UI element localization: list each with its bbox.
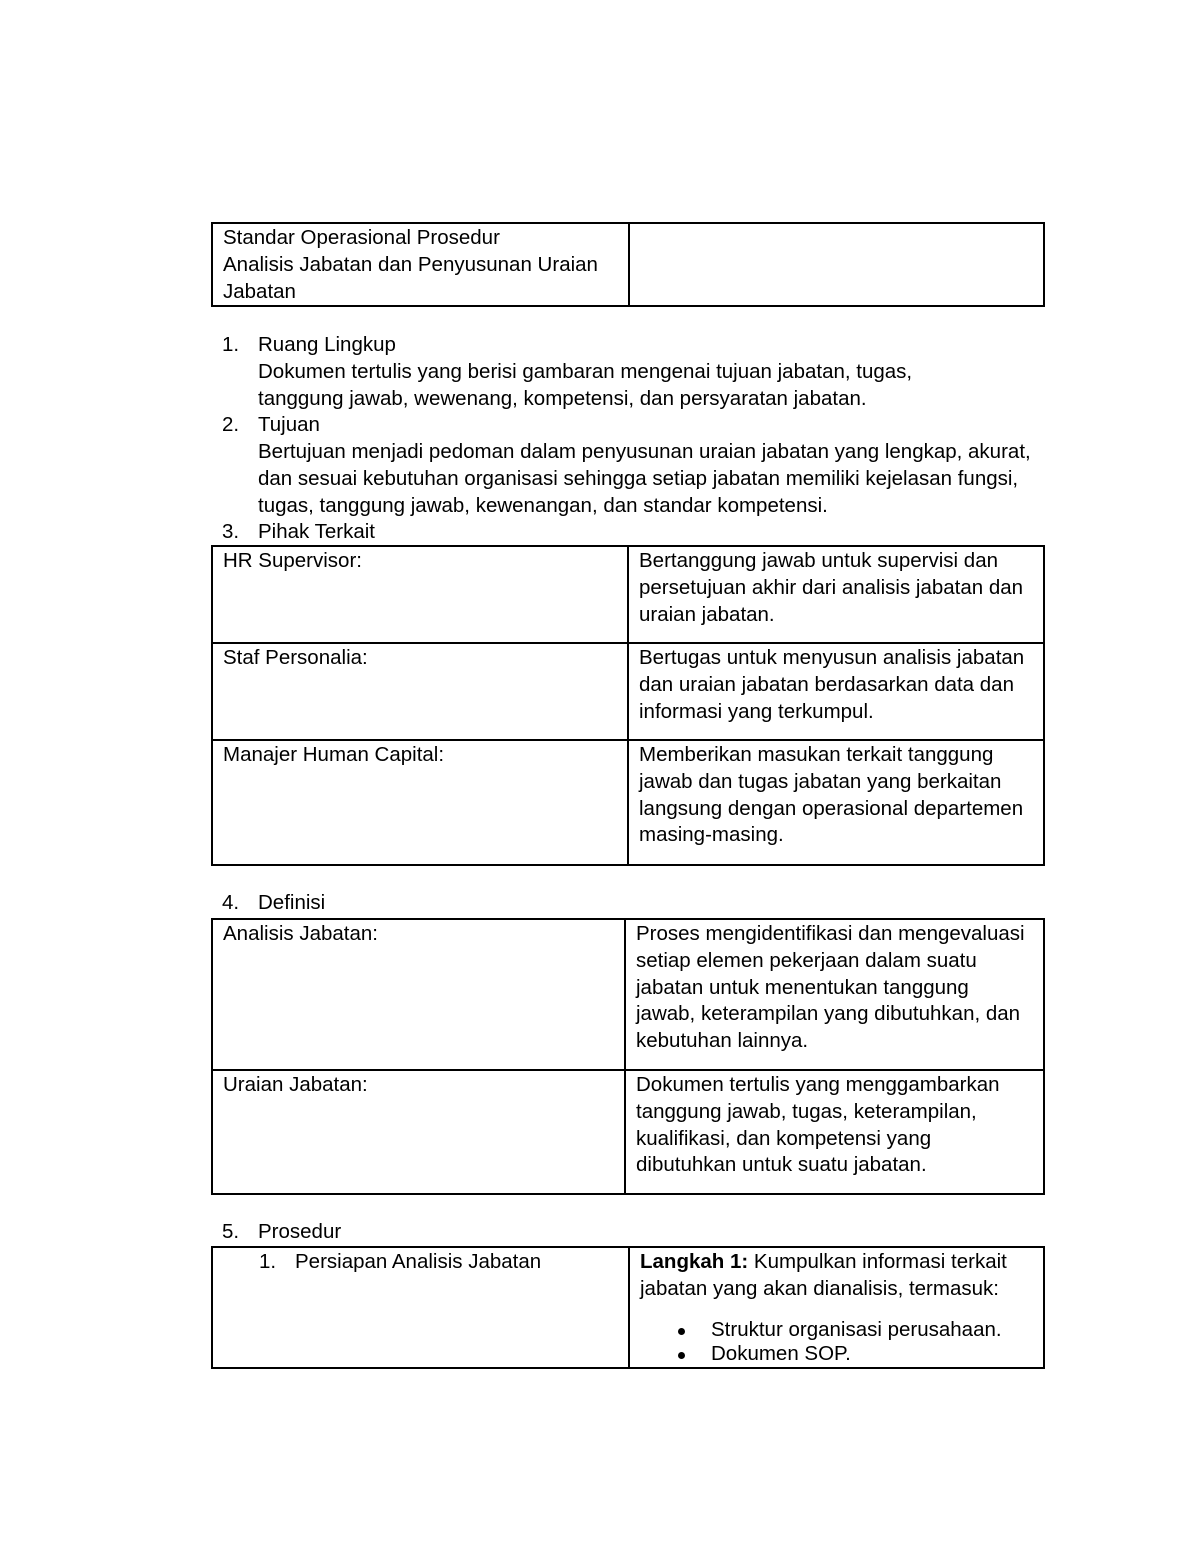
term-desc-cell: Proses mengidentifikasi dan mengevaluasi setiap elemen pekerjaan dalam suatu jabatan untuk menentukan tanggung jawab, keterampilan yang dibutuhkan, dan kebutuhan lainnya. — [625, 919, 1044, 1070]
table-row — [212, 919, 1044, 1070]
table-row — [212, 1070, 1044, 1194]
table-row — [212, 740, 1044, 865]
sop-subtitle: Analisis Jabatan dan Penyusunan Uraian Jabatan — [223, 252, 598, 303]
section-number: 2. — [222, 413, 240, 436]
header-empty-cell — [629, 223, 1044, 306]
pihak-terkait-table — [211, 545, 1045, 866]
role-cell: HR Supervisor: — [212, 546, 628, 643]
section-title: Prosedur — [258, 1220, 342, 1243]
bullet-text: Struktur organisasi perusahaan. — [711, 1317, 1002, 1341]
langkah-label: Langkah 1: — [640, 1250, 749, 1273]
header-title-cell — [212, 223, 629, 306]
step-cell — [212, 1247, 629, 1368]
section-title: Ruang Lingkup — [258, 333, 396, 356]
section-number: 3. — [222, 520, 240, 543]
term-cell: Analisis Jabatan: — [212, 919, 625, 1070]
role-cell: Manajer Human Capital: — [212, 740, 628, 865]
header-table — [211, 222, 1045, 307]
langkah-text — [640, 1249, 1033, 1303]
term-desc-cell: Dokumen tertulis yang menggambarkan tanggung jawab, tugas, keterampilan, kualifikasi, dan kompetensi yang dibutuhkan untuk suatu jabatan. — [625, 1070, 1044, 1194]
term-cell: Uraian Jabatan: — [212, 1070, 625, 1194]
section-number: 4. — [222, 891, 240, 914]
prosedur-table — [211, 1246, 1045, 1369]
bullet-icon — [678, 1328, 685, 1335]
section-title: Pihak Terkait — [258, 520, 375, 543]
section-title: Tujuan — [258, 413, 320, 436]
step-number: 1. — [259, 1250, 277, 1273]
list-item — [640, 1342, 1033, 1366]
list-item — [640, 1318, 1033, 1342]
langkah-description: Kumpulkan informasi terkait jabatan yang akan dianalisis, termasuk: — [640, 1250, 1007, 1300]
role-cell: Staf Personalia: — [212, 643, 628, 740]
section-title: Definisi — [258, 891, 326, 914]
bullet-text: Dokumen SOP. — [711, 1341, 851, 1365]
section-2-text: Bertujuan menjadi pedoman dalam penyusunan uraian jabatan yang lengkap, akurat, dan sesuai kebutuhan organisasi sehingga setiap jabatan memiliki kejelasan fungsi, tugas, tanggung jawab, kewenangan, dan standar kompetensi. — [258, 440, 1031, 517]
section-number: 1. — [222, 333, 240, 356]
table-row — [212, 546, 1044, 643]
definisi-table — [211, 918, 1045, 1195]
bullet-list — [640, 1318, 1033, 1366]
table-row — [212, 643, 1044, 740]
role-desc-cell: Bertanggung jawab untuk supervisi dan persetujuan akhir dari analisis jabatan dan uraian jabatan. — [628, 546, 1044, 643]
bullet-icon — [678, 1352, 685, 1359]
section-number: 5. — [222, 1220, 240, 1243]
table-row — [212, 1247, 1044, 1368]
role-desc-cell: Bertugas untuk menyusun analisis jabatan dan uraian jabatan berdasarkan data dan informasi yang terkumpul. — [628, 643, 1044, 740]
step-title: Persiapan Analisis Jabatan — [295, 1250, 542, 1273]
section-1-text: Dokumen tertulis yang berisi gambaran mengenai tujuan jabatan, tugas, tanggung jawab, wewenang, kompetensi, dan persyaratan jabatan. — [258, 360, 913, 410]
step-detail-cell — [629, 1247, 1044, 1368]
sop-title: Standar Operasional Prosedur — [223, 226, 500, 249]
role-desc-cell: Memberikan masukan terkait tanggung jawab dan tugas jabatan yang berkaitan langsung dengan operasional departemen masing-masing. — [628, 740, 1044, 865]
